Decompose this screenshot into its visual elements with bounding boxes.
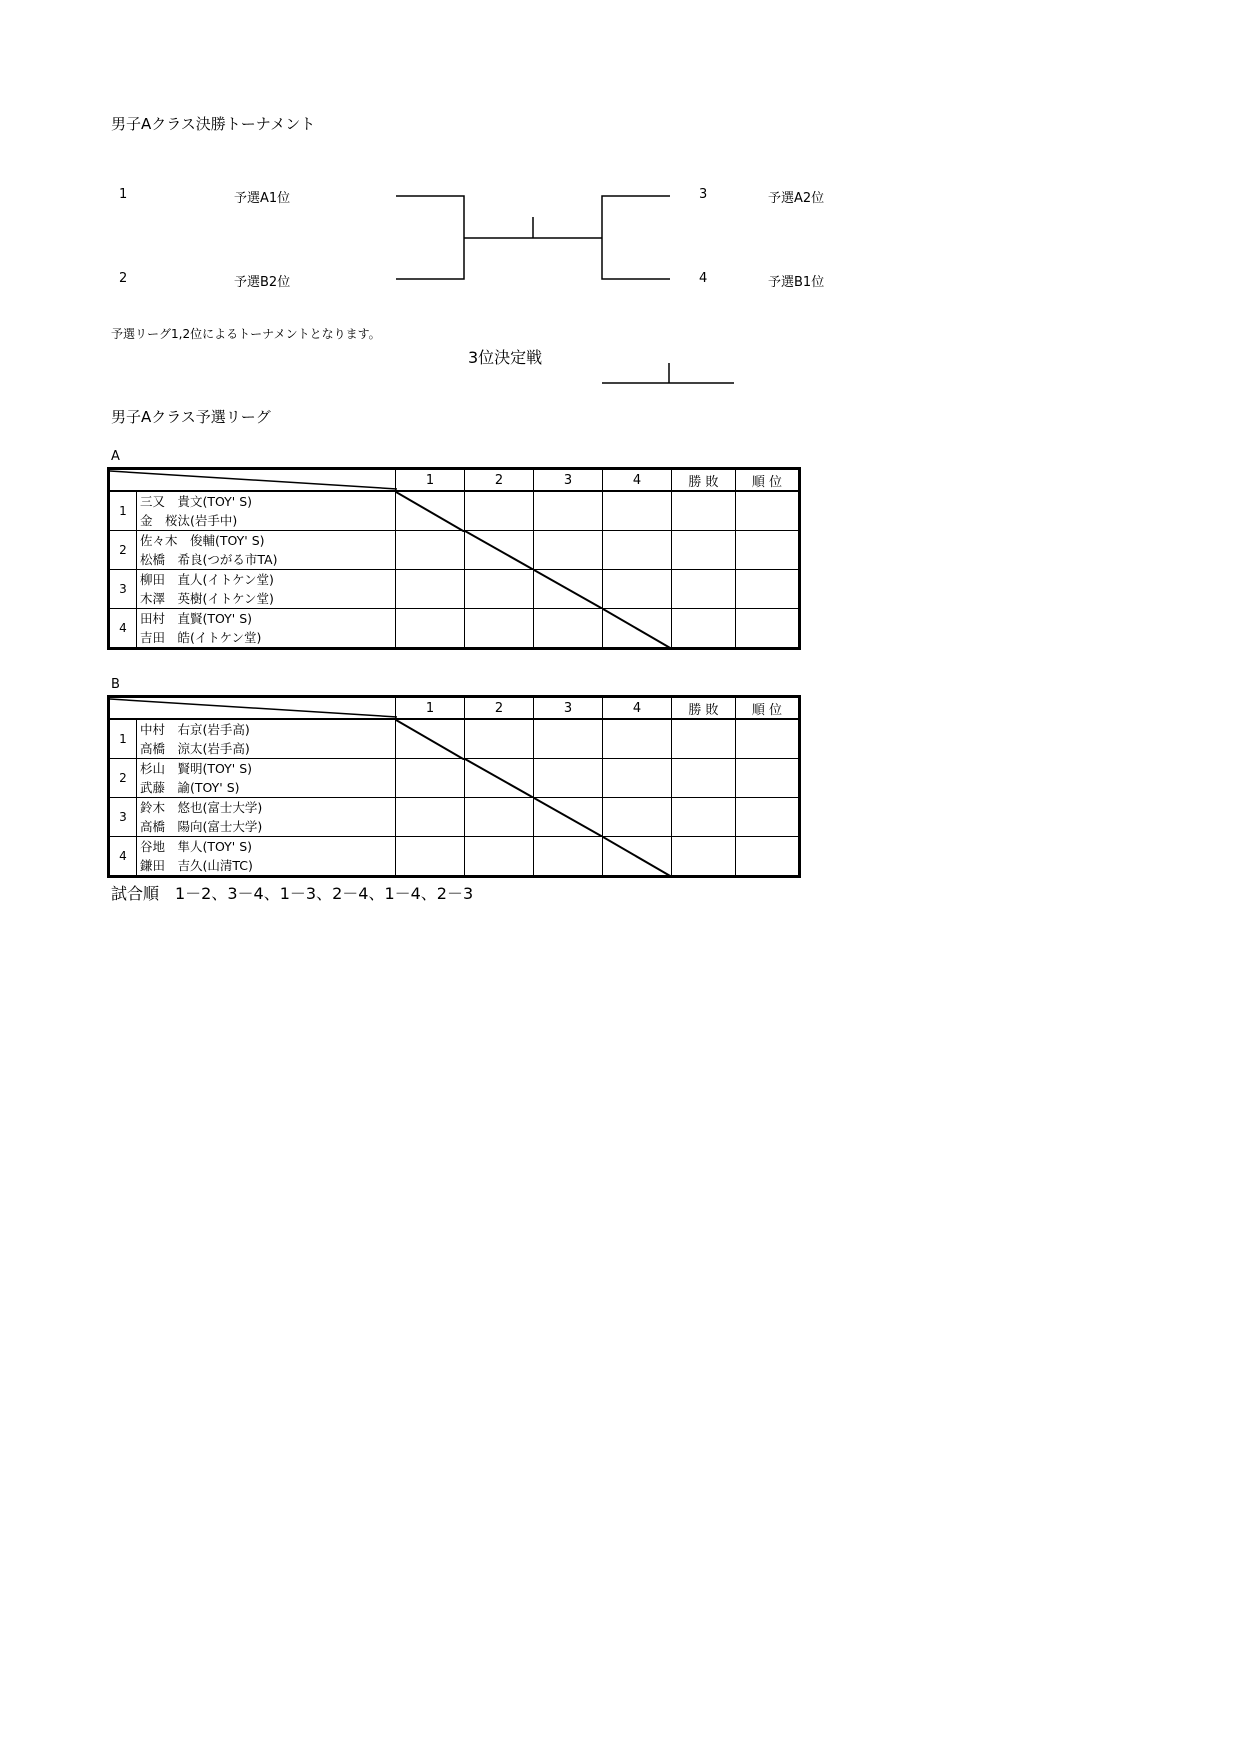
rank-cell bbox=[736, 531, 800, 570]
result-cell bbox=[603, 719, 672, 759]
player-name: 木澤 英樹(イトケン堂) bbox=[137, 589, 396, 609]
diagonal-strike bbox=[396, 492, 465, 532]
result-cell bbox=[465, 719, 534, 759]
self-match-cell bbox=[603, 609, 672, 649]
entry-number: 2 bbox=[109, 531, 137, 570]
player-name: 柳田 直人(イトケン堂) bbox=[137, 570, 396, 590]
slot-4-label: 予選B1位 bbox=[768, 275, 825, 290]
self-match-cell bbox=[534, 798, 603, 837]
diagonal-strike bbox=[465, 759, 534, 798]
col-header-1: 1 bbox=[396, 469, 465, 492]
col-header-4: 4 bbox=[603, 469, 672, 492]
slot-3-number: 3 bbox=[699, 187, 708, 202]
rank-cell bbox=[736, 798, 800, 837]
rank-cell bbox=[736, 719, 800, 759]
col-header-3: 3 bbox=[534, 469, 603, 492]
self-match-cell bbox=[465, 759, 534, 798]
result-cell bbox=[603, 798, 672, 837]
player-name: 鈴木 悠也(富士大学) bbox=[137, 798, 396, 818]
result-cell bbox=[603, 531, 672, 570]
rank-cell bbox=[736, 491, 800, 531]
slot-3-label: 予選A2位 bbox=[768, 191, 825, 206]
player-name: 中村 右京(岩手高) bbox=[137, 719, 396, 739]
entry-number: 3 bbox=[109, 798, 137, 837]
group-a-table bbox=[107, 467, 801, 650]
match-order: 試合順 1－2、3－4、1－3、2－4、1－4、2－3 bbox=[111, 884, 474, 903]
result-cell bbox=[396, 531, 465, 570]
result-cell bbox=[396, 759, 465, 798]
third-place-label: 3位決定戦 bbox=[468, 348, 543, 367]
winloss-cell bbox=[672, 531, 736, 570]
result-cell bbox=[465, 798, 534, 837]
winloss-cell bbox=[672, 491, 736, 531]
rank-cell bbox=[736, 570, 800, 609]
player-name: 武藤 諭(TOY' S) bbox=[137, 778, 396, 798]
diagonal-strike bbox=[465, 531, 534, 570]
self-match-cell bbox=[534, 570, 603, 609]
winloss-cell bbox=[672, 719, 736, 759]
player-name: 吉田 皓(イトケン堂) bbox=[137, 628, 396, 649]
winloss-cell bbox=[672, 570, 736, 609]
group-a-label: A bbox=[111, 449, 120, 464]
slot-1-number: 1 bbox=[119, 187, 128, 202]
corner-cell bbox=[109, 469, 396, 492]
col-header-4: 4 bbox=[603, 697, 672, 720]
entry-number: 1 bbox=[109, 719, 137, 759]
tournament-note: 予選リーグ1,2位によるトーナメントとなります。 bbox=[111, 327, 381, 341]
entry-number: 1 bbox=[109, 491, 137, 531]
rank-cell bbox=[736, 609, 800, 649]
result-cell bbox=[396, 837, 465, 877]
diagonal-strike bbox=[534, 570, 603, 609]
result-cell bbox=[534, 719, 603, 759]
diagonal-strike bbox=[534, 798, 603, 837]
group-b-table bbox=[107, 695, 801, 878]
player-name: 佐々木 俊輔(TOY' S) bbox=[137, 531, 396, 551]
result-cell bbox=[396, 798, 465, 837]
col-header-winloss: 勝 敗 bbox=[672, 697, 736, 720]
slot-2-number: 2 bbox=[119, 271, 128, 286]
result-cell bbox=[603, 570, 672, 609]
slot-2-label: 予選B2位 bbox=[234, 275, 291, 290]
player-name: 谷地 隼人(TOY' S) bbox=[137, 837, 396, 857]
slot-1-label: 予選A1位 bbox=[234, 191, 291, 206]
winloss-cell bbox=[672, 609, 736, 649]
winloss-cell bbox=[672, 837, 736, 877]
tournament-title: 男子Aクラス決勝トーナメント bbox=[111, 115, 316, 133]
col-header-2: 2 bbox=[465, 469, 534, 492]
col-header-rank: 順 位 bbox=[736, 469, 800, 492]
result-cell bbox=[534, 609, 603, 649]
col-header-3: 3 bbox=[534, 697, 603, 720]
col-header-1: 1 bbox=[396, 697, 465, 720]
rank-cell bbox=[736, 759, 800, 798]
result-cell bbox=[534, 837, 603, 877]
player-name: 高橋 涼太(岩手高) bbox=[137, 739, 396, 759]
rank-cell bbox=[736, 837, 800, 877]
player-name: 三又 貴文(TOY' S) bbox=[137, 491, 396, 511]
col-header-rank: 順 位 bbox=[736, 697, 800, 720]
result-cell bbox=[534, 531, 603, 570]
self-match-cell bbox=[465, 531, 534, 570]
result-cell bbox=[396, 609, 465, 649]
diagonal-strike bbox=[396, 720, 465, 760]
result-cell bbox=[603, 491, 672, 531]
col-header-2: 2 bbox=[465, 697, 534, 720]
result-cell bbox=[603, 759, 672, 798]
winloss-cell bbox=[672, 759, 736, 798]
self-match-cell bbox=[396, 719, 465, 759]
corner-cell bbox=[109, 697, 396, 720]
league-title: 男子Aクラス予選リーグ bbox=[111, 408, 271, 426]
entry-number: 3 bbox=[109, 570, 137, 609]
player-name: 松橋 希良(つがる市TA) bbox=[137, 550, 396, 570]
result-cell bbox=[534, 759, 603, 798]
diagonal-strike bbox=[603, 609, 672, 649]
slot-4-number: 4 bbox=[699, 271, 708, 286]
self-match-cell bbox=[603, 837, 672, 877]
group-b-label: B bbox=[111, 677, 120, 692]
result-cell bbox=[465, 609, 534, 649]
result-cell bbox=[465, 837, 534, 877]
result-cell bbox=[465, 570, 534, 609]
entry-number: 4 bbox=[109, 609, 137, 649]
player-name: 金 桜汰(岩手中) bbox=[137, 511, 396, 531]
self-match-cell bbox=[396, 491, 465, 531]
result-cell bbox=[396, 570, 465, 609]
winloss-cell bbox=[672, 798, 736, 837]
player-name: 杉山 賢明(TOY' S) bbox=[137, 759, 396, 779]
player-name: 鎌田 吉久(山清TC) bbox=[137, 856, 396, 877]
player-name: 高橋 陽向(富士大学) bbox=[137, 817, 396, 837]
player-name: 田村 直賢(TOY' S) bbox=[137, 609, 396, 629]
result-cell bbox=[465, 491, 534, 531]
result-cell bbox=[534, 491, 603, 531]
col-header-winloss: 勝 敗 bbox=[672, 469, 736, 492]
entry-number: 2 bbox=[109, 759, 137, 798]
diagonal-strike bbox=[603, 837, 672, 877]
entry-number: 4 bbox=[109, 837, 137, 877]
